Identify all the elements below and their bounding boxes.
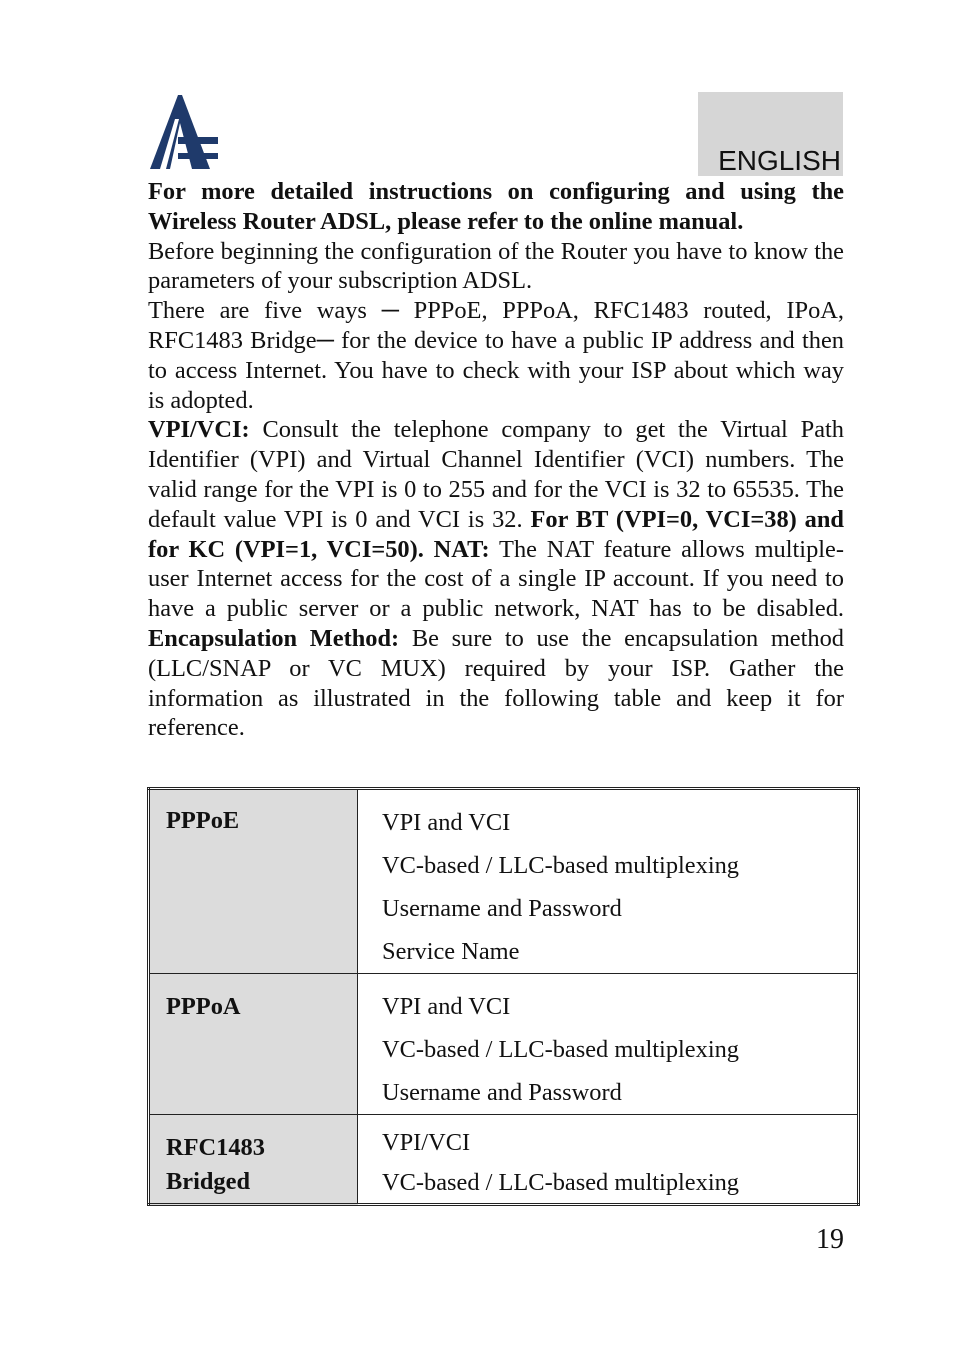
encapsulation-text: Be sure to use the encapsulation method (LLC/SNAP or VC MUX) required by your ISP. Gather the information as illustrated in the following table and keep it for reference.	[148, 624, 844, 742]
protocol-cell-rfc1483-bridged	[149, 1115, 358, 1205]
vpi-vci-label: VPI/VCI:	[148, 416, 250, 444]
manual-notice: For more detailed instructions on configuring and using the Wireless Router ADSL, please refer to the online manual.	[148, 178, 844, 235]
param-item: Service Name	[382, 938, 520, 965]
params-cell	[358, 974, 859, 1115]
nat-text: The NAT feature allows multiple-user Internet access for the cost of a single IP account. If you need to have a public server or a public network, NAT has to be disabled.	[148, 535, 844, 623]
param-item: VC-based / LLC-based multiplexing	[382, 1036, 739, 1063]
protocol-cell-pppoe: PPPoE	[149, 789, 358, 974]
page-number: 19	[816, 1224, 844, 1255]
atlantis-logo-icon	[148, 93, 220, 171]
instructions-text	[148, 177, 844, 743]
encapsulation-label: Encapsulation Method:	[148, 624, 400, 652]
param-item: VPI/VCI	[382, 1129, 471, 1156]
protocol-cell-pppoa: PPPoA	[149, 974, 358, 1115]
table-row	[149, 974, 859, 1115]
params-cell	[358, 1115, 859, 1205]
protocol-name-line1: RFC1483	[166, 1134, 265, 1161]
param-item: VC-based / LLC-based multiplexing	[382, 1169, 739, 1196]
protocol-name-line2: Bridged	[166, 1168, 251, 1195]
ways-paragraph: There are five ways ─ PPPoE, PPPoA, RFC1483 routed, IPoA, RFC1483 Bridge─ for the device to have a public IP address and then to access Internet. You have to check with your ISP about which way is adopted.	[148, 297, 844, 414]
before-paragraph: Before beginning the configuration of the Router you have to know the parameters of your subscription ADSL.	[148, 237, 844, 295]
language-label: ENGLISH	[718, 145, 841, 176]
vpi-vci-defaults: For BT (VPI=0, VCI=38) and for KC (VPI=1, VCI=50).	[148, 505, 844, 563]
params-cell	[358, 789, 859, 974]
table-row	[149, 789, 859, 974]
language-tab	[698, 92, 843, 176]
table-row	[149, 1115, 859, 1205]
param-item: VPI and VCI	[382, 993, 511, 1020]
param-item: Username and Password	[382, 1079, 622, 1106]
nat-label: NAT:	[433, 535, 490, 563]
connection-parameters-table	[147, 787, 860, 1206]
param-item: VC-based / LLC-based multiplexing	[382, 852, 739, 879]
vpi-vci-paragraph	[148, 415, 844, 743]
vpi-vci-text: Consult the telephone company to get the Virtual Path Identifier (VPI) and Virtual Channel Identifier (VCI) numbers. The valid range for the VPI is 0 to 255 and for the VCI is 32 to 65535. The default value VPI is 0 and VCI is 32.	[148, 416, 844, 533]
param-item: Username and Password	[382, 895, 622, 922]
param-item: VPI and VCI	[382, 809, 511, 836]
